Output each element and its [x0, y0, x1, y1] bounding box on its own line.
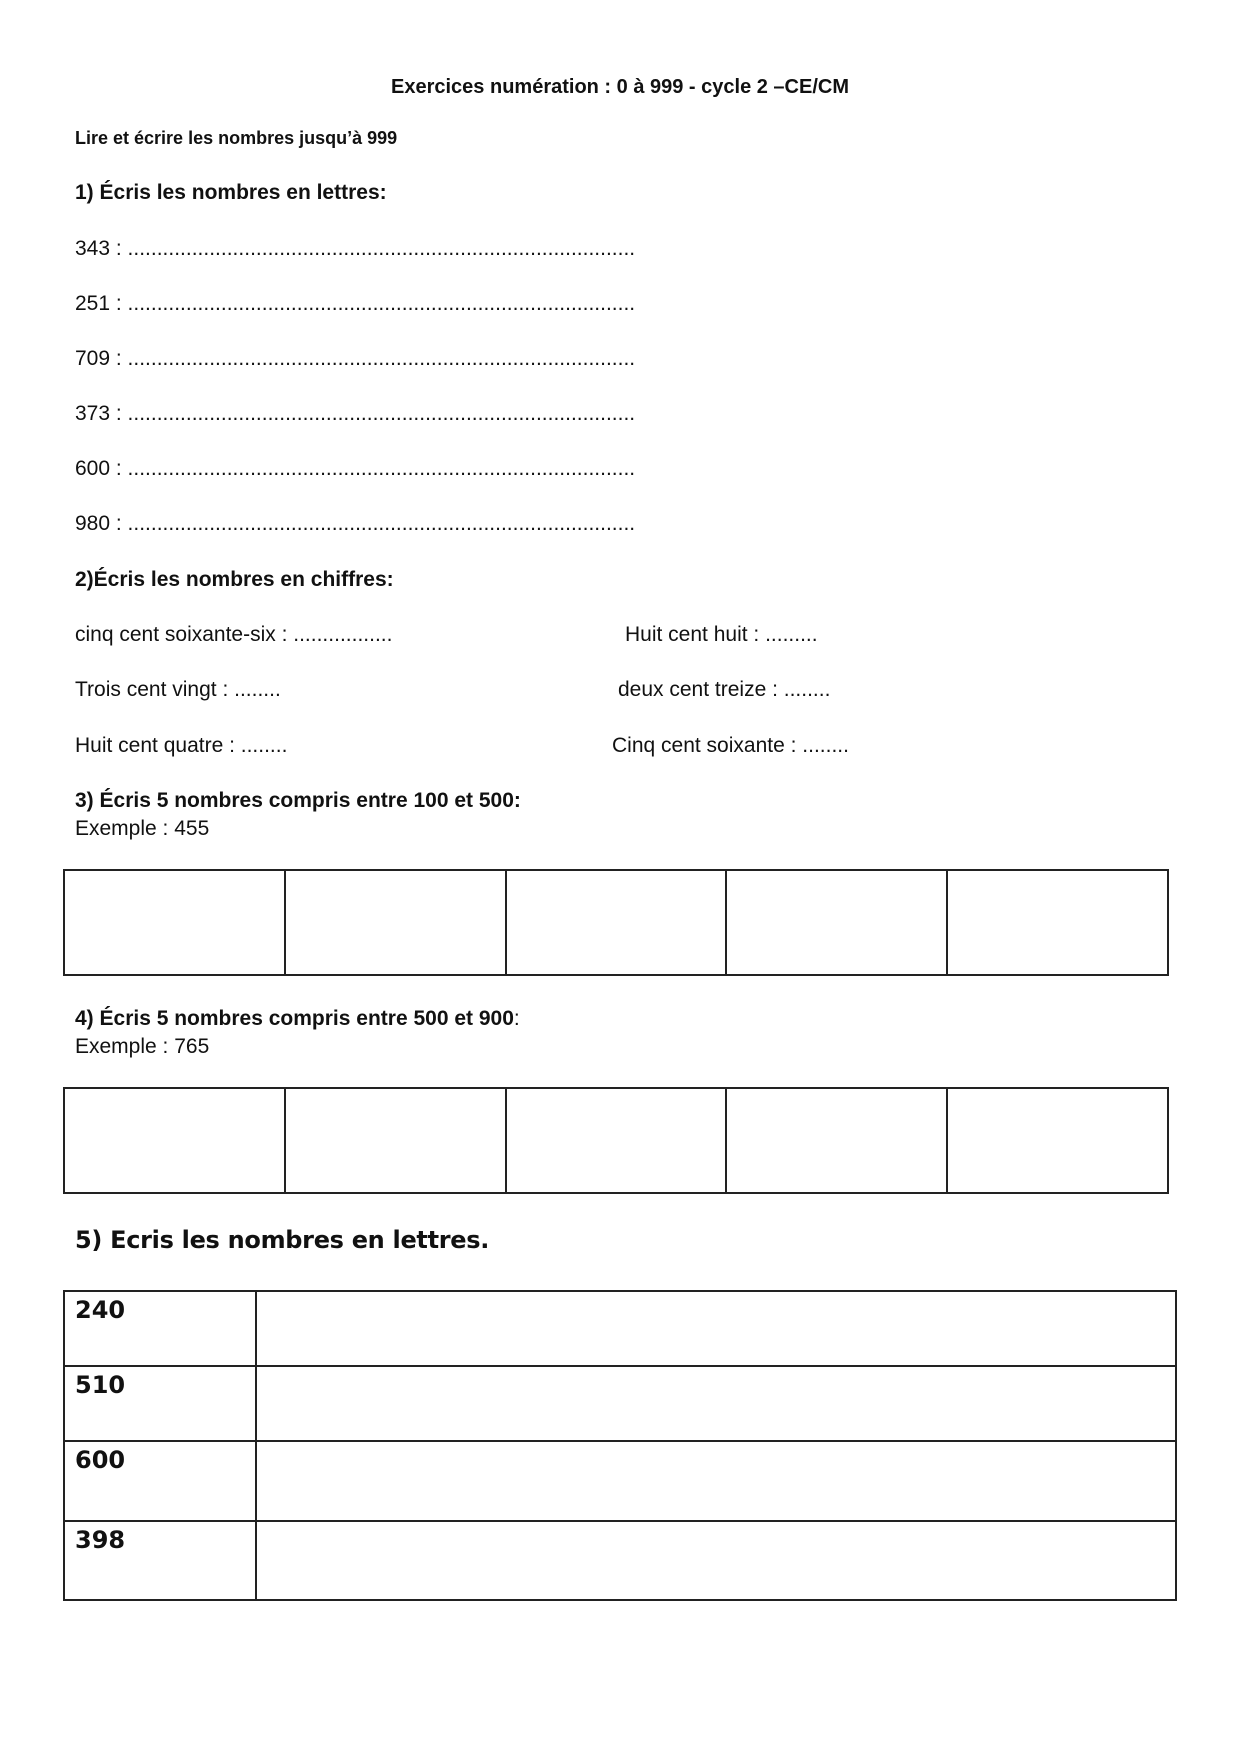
- number-cell: 600: [64, 1441, 256, 1521]
- exercise-1-heading: 1) Écris les nombres en lettres:: [75, 181, 387, 204]
- answer-cell[interactable]: [948, 1089, 1167, 1192]
- answer-cell[interactable]: [256, 1521, 1176, 1600]
- exercise-4-example: Exemple : 765: [75, 1035, 210, 1058]
- exercise-4-heading: [75, 1007, 520, 1031]
- answer-cell[interactable]: [256, 1441, 1176, 1521]
- answer-cell[interactable]: [507, 871, 728, 974]
- number-cell: 240: [64, 1291, 256, 1366]
- exercise-2-heading: 2)Écris les nombres en chiffres:: [75, 568, 394, 591]
- number-words-item[interactable]: cinq cent soixante-six : .................: [75, 623, 393, 646]
- exercise-5-heading: 5) Ecris les nombres en lettres.: [75, 1226, 490, 1254]
- answer-line-980[interactable]: 980 : .......................................................................................: [75, 512, 636, 535]
- exercise-4-answer-grid: [63, 1087, 1169, 1194]
- number-words-item[interactable]: Huit cent huit : .........: [625, 623, 818, 646]
- answer-cell[interactable]: [286, 871, 507, 974]
- answer-line-251[interactable]: 251 : .......................................................................................: [75, 292, 636, 315]
- exercise-3-heading: 3) Écris 5 nombres compris entre 100 et 500:: [75, 789, 521, 812]
- exercise-4-heading-colon: :: [513, 1007, 520, 1030]
- exercise-4-heading-text: 4) Écris 5 nombres compris entre 500 et 900: [75, 1007, 514, 1030]
- exercise-3-answer-grid: [63, 869, 1169, 976]
- answer-cell[interactable]: [727, 1089, 948, 1192]
- table-row: [64, 1366, 1176, 1441]
- answer-line-373[interactable]: 373 : .......................................................................................: [75, 402, 636, 425]
- number-words-item[interactable]: Huit cent quatre : ........: [75, 734, 288, 757]
- answer-cell[interactable]: [948, 871, 1167, 974]
- answer-cell[interactable]: [256, 1366, 1176, 1441]
- answer-cell[interactable]: [507, 1089, 728, 1192]
- table-row: [64, 1291, 1176, 1366]
- exercise-3-example: Exemple : 455: [75, 817, 210, 840]
- answer-line-600[interactable]: 600 : .......................................................................................: [75, 457, 636, 480]
- page-title: Exercices numération : 0 à 999 - cycle 2 –CE/CM: [391, 76, 849, 98]
- answer-cell[interactable]: [65, 1089, 286, 1192]
- table-row: [64, 1521, 1176, 1600]
- number-words-item[interactable]: deux cent treize : ........: [618, 678, 831, 701]
- answer-cell[interactable]: [286, 1089, 507, 1192]
- answer-line-343[interactable]: 343 : .......................................................................................: [75, 237, 636, 260]
- exercise-5-table: [63, 1290, 1177, 1601]
- answer-cell[interactable]: [727, 871, 948, 974]
- number-words-item[interactable]: Cinq cent soixante : ........: [612, 734, 849, 757]
- table-row: [64, 1441, 1176, 1521]
- answer-cell[interactable]: [256, 1291, 1176, 1366]
- number-cell: 398: [64, 1521, 256, 1600]
- answer-line-709[interactable]: 709 : .......................................................................................: [75, 347, 636, 370]
- section-subtitle: Lire et écrire les nombres jusqu’à 999: [75, 128, 398, 148]
- number-words-item[interactable]: Trois cent vingt : ........: [75, 678, 281, 701]
- number-cell: 510: [64, 1366, 256, 1441]
- answer-cell[interactable]: [65, 871, 286, 974]
